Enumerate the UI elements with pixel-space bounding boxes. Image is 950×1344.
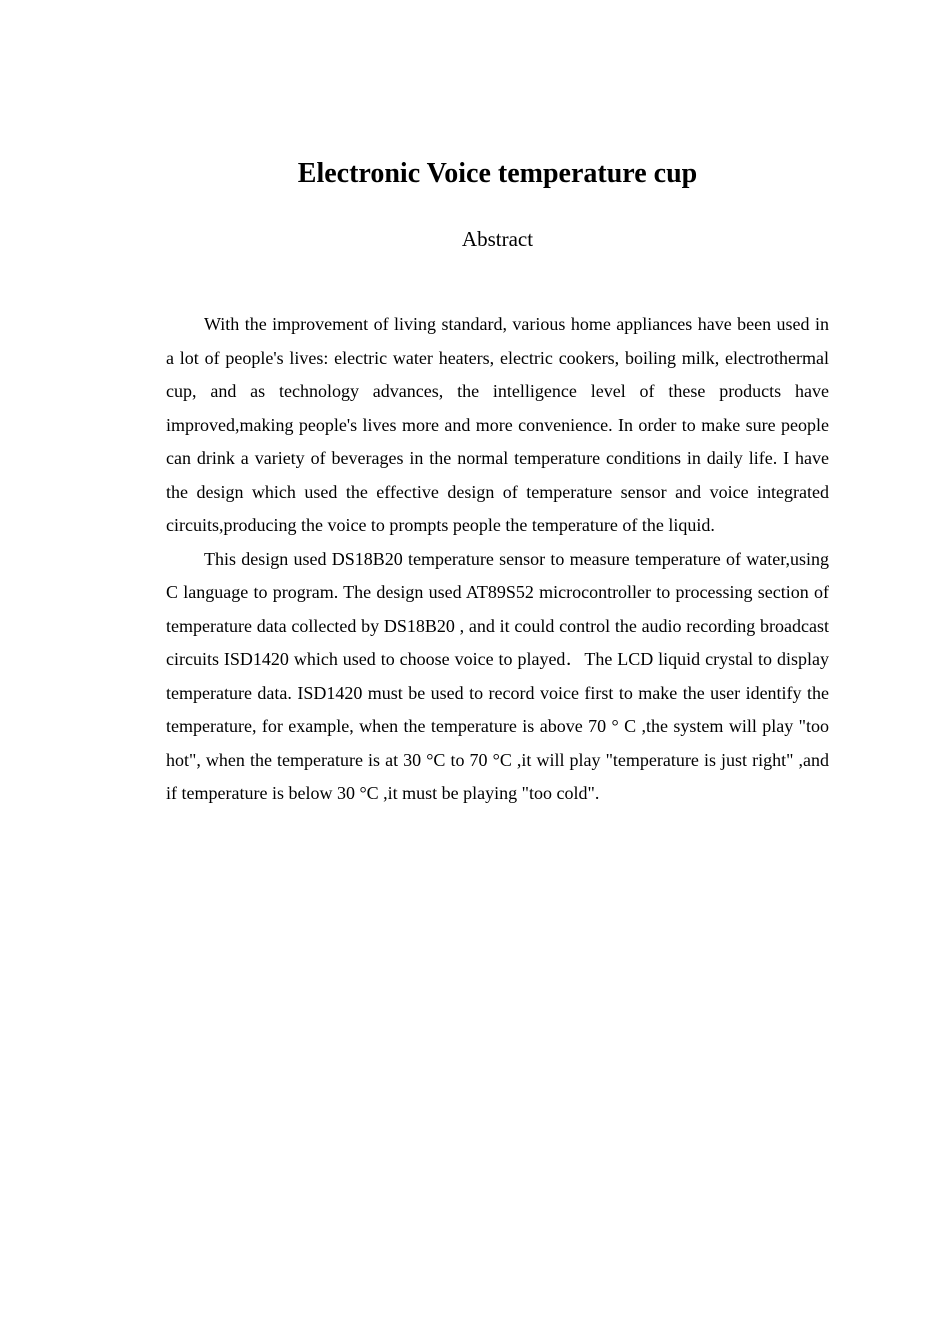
abstract-paragraph-1: With the improvement of living standard, various home appliances have been used in a lot of people's lives: electric water heaters, electric cookers, boiling milk, electrothermal cup, and as technology advances, the intelligence level of these products have improved,making people's lives more and more convenience. In order to make sure people can drink a variety of beverages in the normal temperature conditions in daily life. I have the design which used the effective design of temperature sensor and voice integrated circuits,producing the voice to prompts people the temperature of the liquid. [166,314,829,535]
abstract-paragraph-2: This design used DS18B20 temperature sensor to measure temperature of water,using C language to program. The design used AT89S52 microcontroller to processing section of temperature data collected by DS18B20 , and it could control the audio recording broadcast circuits ISD1420 which used to choose voice to played．The LCD liquid crystal to display temperature data. ISD1420 must be used to record voice first to make the user identify the temperature, for example, when the temperature is above 70 ° C ,the system will play "too hot", when the temperature is at 30 °C to 70 °C ,it will play "temperature is just right" ,and if temperature is below 30 °C ,it must be playing "too cold". [166,548,829,803]
abstract-body [166,308,829,811]
document-title: Electronic Voice temperature cup [297,158,698,189]
abstract-heading: Abstract [461,227,534,251]
